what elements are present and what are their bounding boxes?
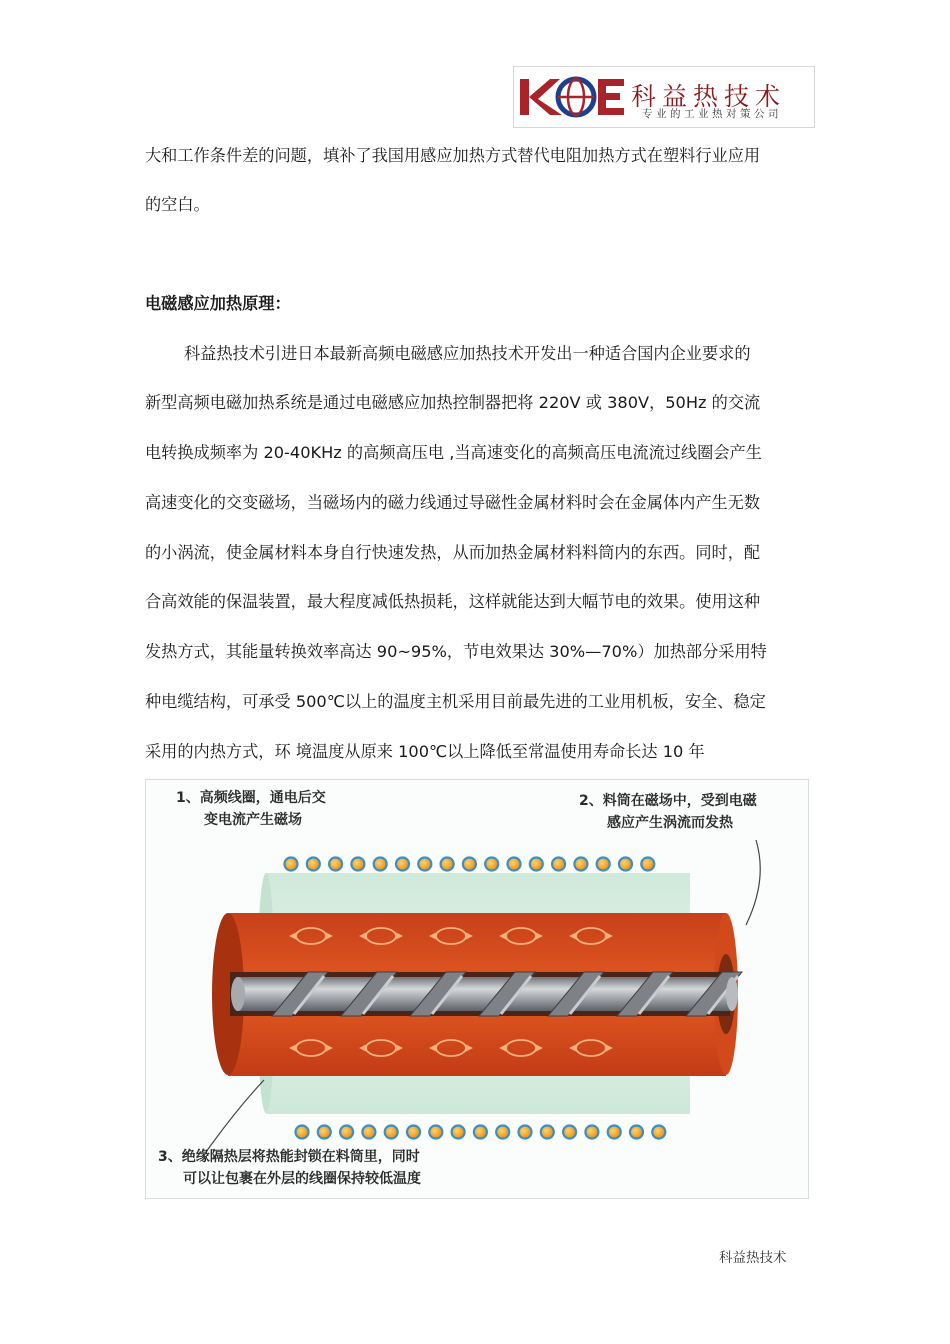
principle-line: 高速变化的交变磁场，当磁场内的磁力线通过导磁性金属材料时会在金属体内产生无数 bbox=[145, 493, 761, 512]
logo-chinese-name: 科益热技术 bbox=[631, 82, 787, 111]
coil-turn bbox=[597, 858, 610, 871]
coil-turn bbox=[307, 858, 320, 871]
coil-turn bbox=[563, 1126, 576, 1139]
coil-turn bbox=[485, 858, 498, 871]
coil-turn bbox=[429, 1126, 442, 1139]
company-logo bbox=[513, 66, 815, 128]
section-title: 电磁感应加热原理： bbox=[145, 294, 291, 313]
principle-line: 发热方式，其能量转换效率高达 90~95%，节电效果达 30%—70%）加热部分采用特 bbox=[145, 642, 767, 661]
coil-row-top bbox=[285, 858, 655, 871]
caption-insulation-2: 可以让包裹在外层的线圈保持较低温度 bbox=[183, 1171, 421, 1187]
coil-turn bbox=[630, 1126, 643, 1139]
coil-turn bbox=[418, 858, 431, 871]
caption-insulation: 3、绝缘隔热层将热能封锁在料筒里，同时 bbox=[158, 1149, 420, 1165]
koe-logo-mark bbox=[516, 71, 628, 123]
coil-turn bbox=[619, 858, 632, 871]
coil-turn bbox=[318, 1126, 331, 1139]
coil-row-bottom bbox=[296, 1126, 666, 1139]
coil-turn bbox=[652, 1126, 665, 1139]
caption-barrel-2: 感应产生涡流而发热 bbox=[607, 815, 733, 831]
coil-turn bbox=[463, 858, 476, 871]
caption-barrel: 2、料筒在磁场中，受到电磁 bbox=[579, 793, 757, 809]
induction-heating-diagram bbox=[145, 779, 809, 1199]
coil-turn bbox=[574, 858, 587, 871]
coil-turn bbox=[441, 858, 454, 871]
coil-turn bbox=[585, 1126, 598, 1139]
pointer-line-barrel bbox=[746, 840, 760, 925]
coil-turn bbox=[329, 858, 342, 871]
coil-turn bbox=[508, 858, 521, 871]
coil-turn bbox=[519, 1126, 532, 1139]
diagram-graphic bbox=[146, 780, 810, 1200]
coil-turn bbox=[374, 858, 387, 871]
coil-turn bbox=[407, 1126, 420, 1139]
coil-turn bbox=[340, 1126, 353, 1139]
coil-turn bbox=[530, 858, 543, 871]
principle-line: 的小涡流，使金属材料本身自行快速发热，从而加热金属材料料筒内的东西。同时，配 bbox=[145, 543, 761, 562]
coil-turn bbox=[474, 1126, 487, 1139]
coil-turn bbox=[296, 1126, 309, 1139]
coil-turn bbox=[362, 1126, 375, 1139]
principle-line: 合高效能的保温装置，最大程度减低热损耗，这样就能达到大幅节电的效果。使用这种 bbox=[145, 592, 761, 611]
coil-turn bbox=[385, 1126, 398, 1139]
pointer-line-insulation bbox=[206, 1080, 264, 1152]
coil-turn bbox=[452, 1126, 465, 1139]
principle-line: 新型高频电磁加热系统是通过电磁感应加热控制器把将 220V 或 380V，50Hz 的交流 bbox=[145, 393, 761, 412]
coil-turn bbox=[396, 858, 409, 871]
principle-line: 采用的内热方式，环 境温度从原来 100℃以上降低至常温使用寿命长达 10 年 bbox=[145, 742, 705, 761]
caption-coil-2: 变电流产生磁场 bbox=[204, 812, 302, 828]
coil-turn bbox=[285, 858, 298, 871]
coil-turn bbox=[541, 1126, 554, 1139]
coil-turn bbox=[608, 1126, 621, 1139]
coil-turn bbox=[552, 858, 565, 871]
principle-line: 电转换成频率为 20-40KHz 的高频高压电 ,当高速变化的高频高压电流流过线圈会产生 bbox=[145, 443, 762, 462]
coil-turn bbox=[641, 858, 654, 871]
intro-line: 的空白。 bbox=[145, 195, 210, 214]
caption-coil: 1、高频线圈，通电后交 bbox=[176, 790, 326, 806]
screw-shaft bbox=[230, 972, 742, 1016]
coil-turn bbox=[496, 1126, 509, 1139]
logo-tagline: 专业的工业热对策公司 bbox=[642, 108, 782, 120]
principle-line: 科益热技术引进日本最新高频电磁感应加热技术开发出一种适合国内企业要求的 bbox=[184, 344, 751, 363]
intro-line: 大和工作条件差的问题，填补了我国用感应加热方式替代电阻加热方式在塑料行业应用 bbox=[145, 146, 761, 165]
page-footer: 科益热技术 bbox=[719, 1250, 787, 1266]
principle-line: 种电缆结构，可承受 500℃以上的温度主机采用目前最先进的工业用机板，安全、稳定 bbox=[145, 692, 766, 711]
coil-turn bbox=[351, 858, 364, 871]
